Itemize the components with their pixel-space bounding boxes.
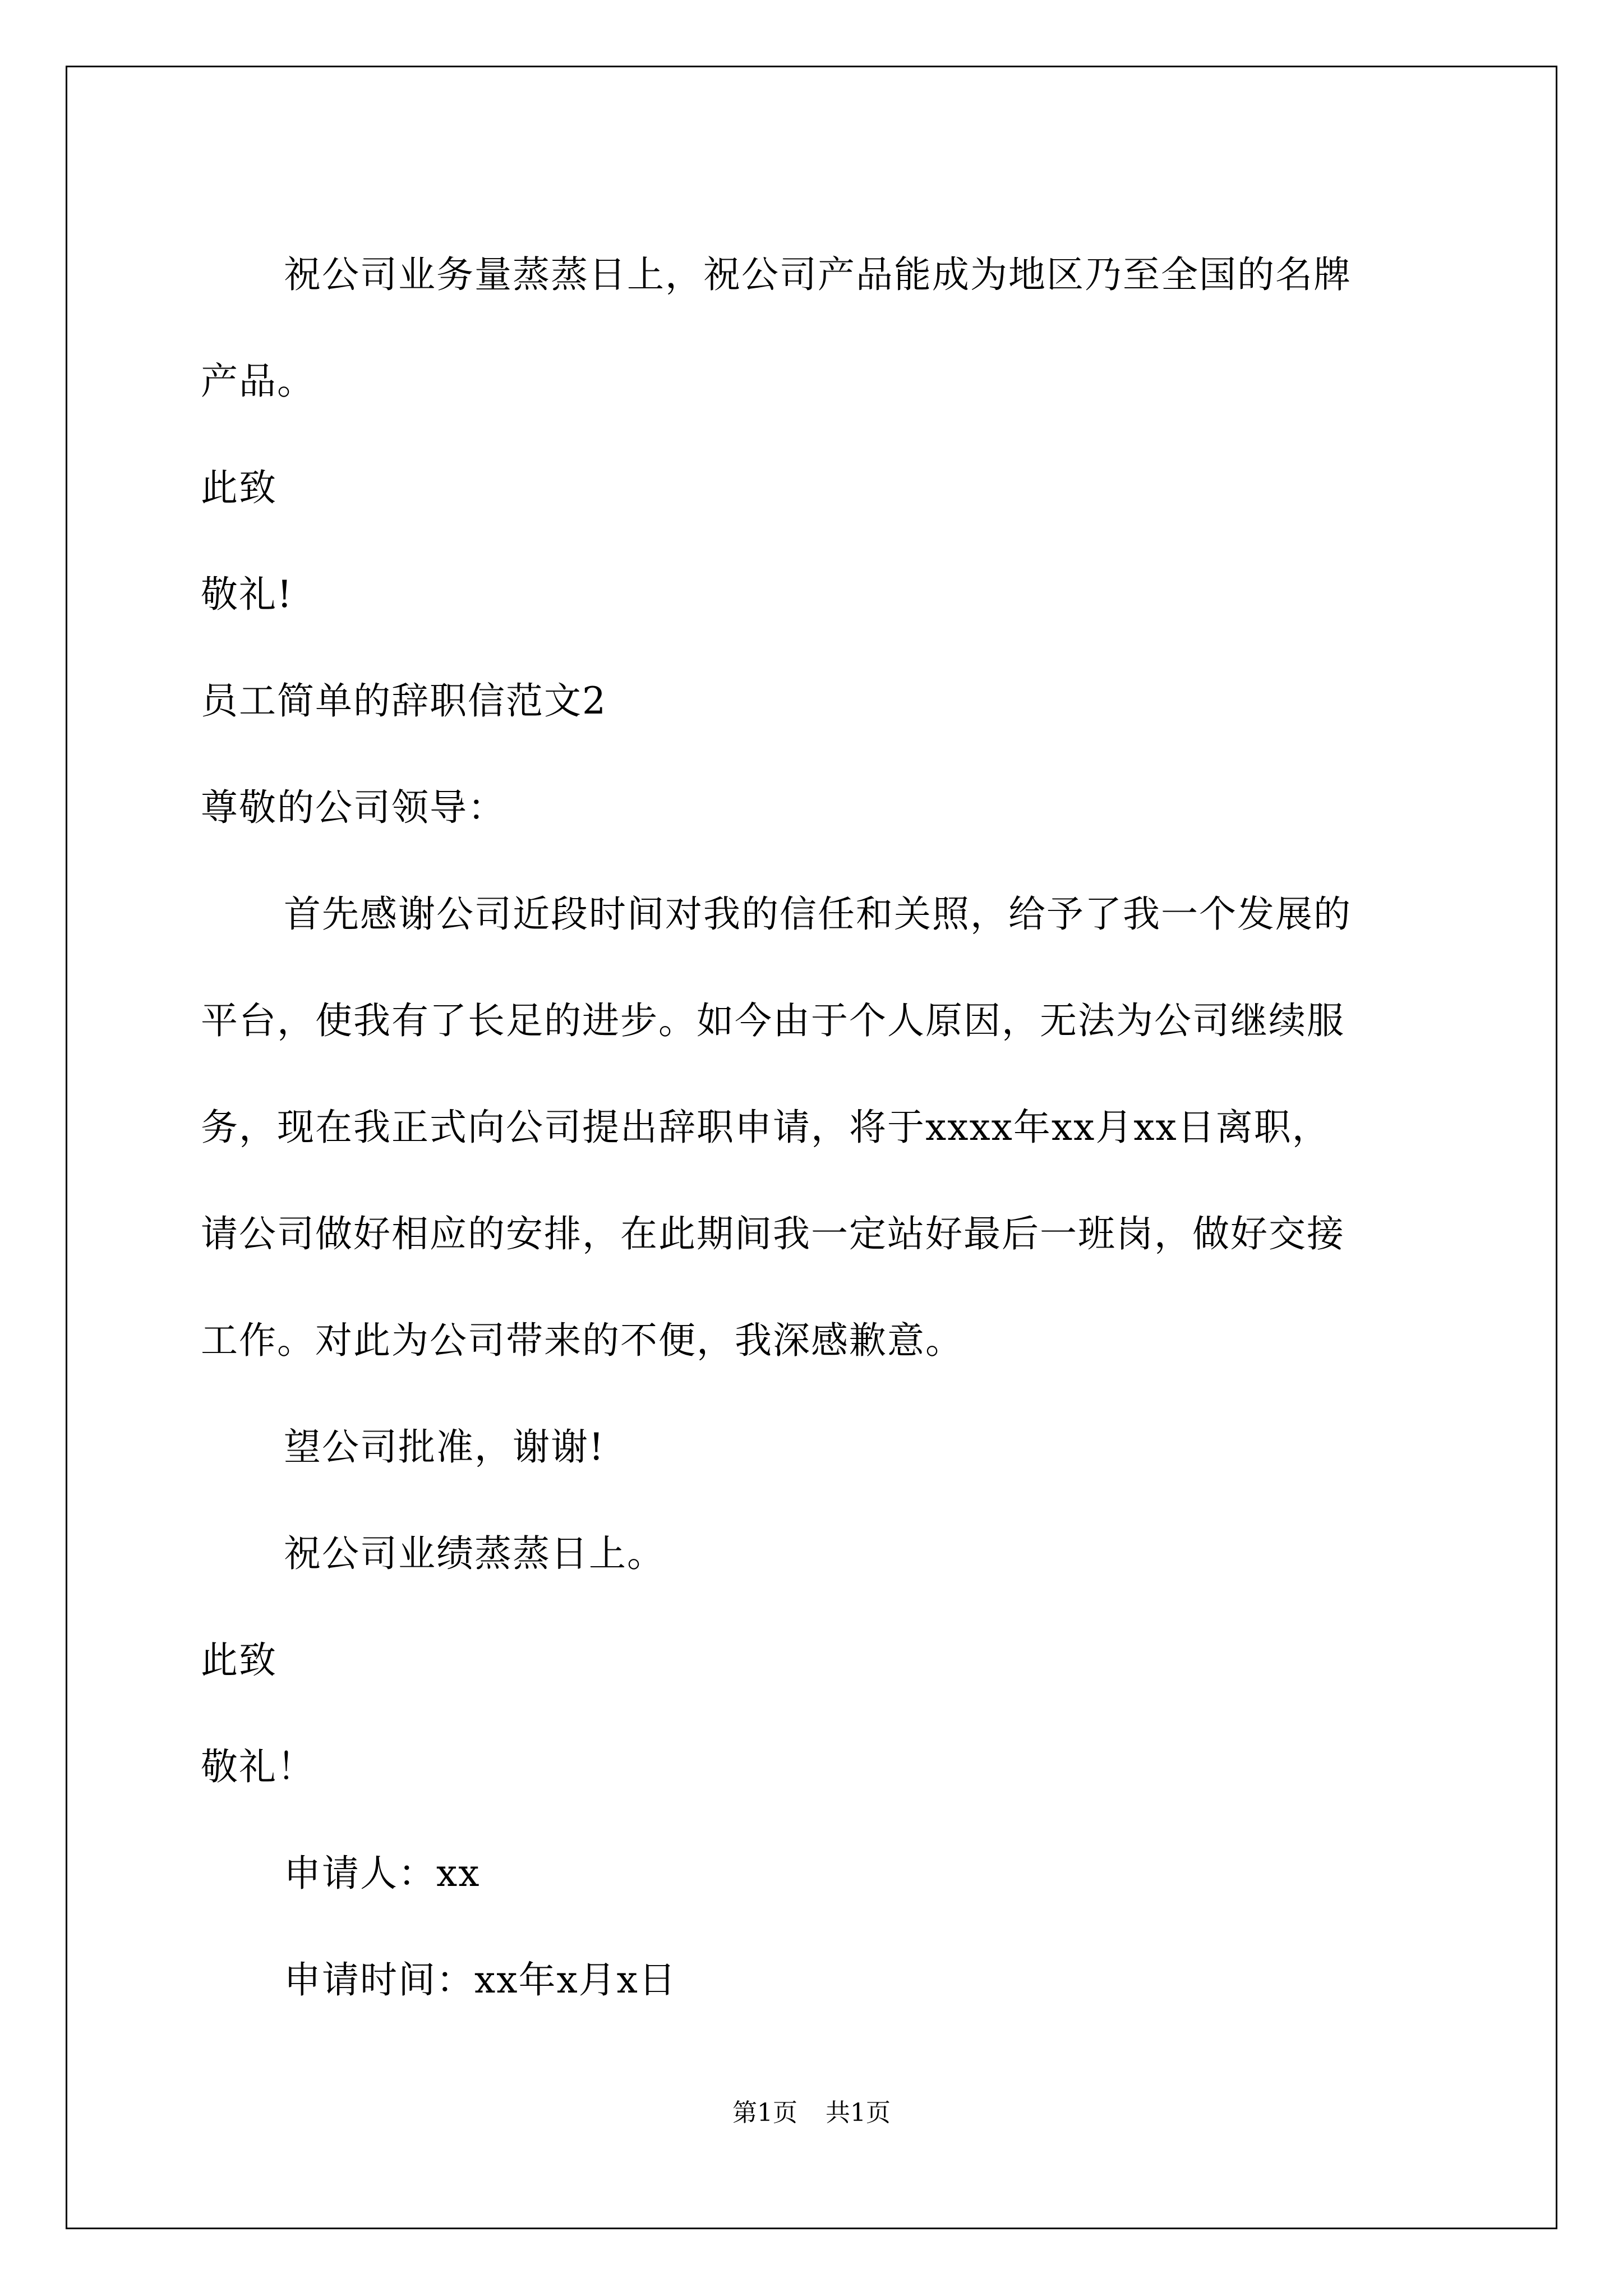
text-line: 产品。	[201, 360, 315, 403]
text-line: 工作。对此为公司带来的不便，我深感歉意。	[201, 1319, 963, 1362]
salutation-jing-li-2	[201, 1714, 1457, 1820]
text-line: 此致	[201, 1639, 277, 1682]
text-line: 首先感谢公司近段时间对我的信任和关照，给予了我一个发展的	[284, 892, 1352, 936]
application-date-line	[201, 1927, 1457, 2033]
letter-greeting	[201, 754, 1457, 861]
text-line: 申请人：xx	[284, 1852, 481, 1895]
text-line: 员工简单的辞职信范文2	[201, 679, 607, 723]
page-total: 共1页	[826, 2099, 891, 2127]
text-line: 祝公司业务量蒸蒸日上，祝公司产品能成为地区乃至全国的名牌	[284, 253, 1352, 296]
salutation-ci-zhi-2	[201, 1607, 1457, 1714]
text-line: 尊敬的公司领导：	[201, 786, 506, 829]
closing-wish	[201, 1501, 1457, 1607]
closing-wish-paragraph	[201, 222, 1457, 435]
applicant-line	[201, 1820, 1457, 1927]
salutation-ci-zhi	[201, 435, 1457, 541]
text-line: 平台，使我有了长足的进步。如今由于个人原因，无法为公司继续服	[201, 999, 1345, 1042]
text-line: 请公司做好相应的安排，在此期间我一定站好最后一班岗，做好交接	[201, 1212, 1345, 1255]
text-line: 申请时间：xx年x月x日	[284, 1958, 677, 2001]
text-line: 祝公司业绩蒸蒸日上。	[284, 1532, 665, 1575]
page-number: 第1页	[732, 2099, 797, 2127]
salutation-jing-li	[201, 541, 1457, 648]
page-footer	[0, 2096, 1623, 2130]
letter-body-paragraph	[201, 861, 1457, 1394]
document-body	[201, 222, 1457, 2033]
approval-request	[201, 1394, 1457, 1501]
text-line: 此致	[201, 466, 277, 509]
text-line: 敬礼！	[201, 1745, 315, 1788]
section-title	[201, 648, 1457, 754]
text-line: 敬礼!	[201, 573, 293, 616]
text-line: 务，现在我正式向公司提出辞职申请，将于xxxx年xx月xx日离职，	[201, 1106, 1330, 1149]
text-line: 望公司批准，谢谢!	[284, 1425, 605, 1469]
